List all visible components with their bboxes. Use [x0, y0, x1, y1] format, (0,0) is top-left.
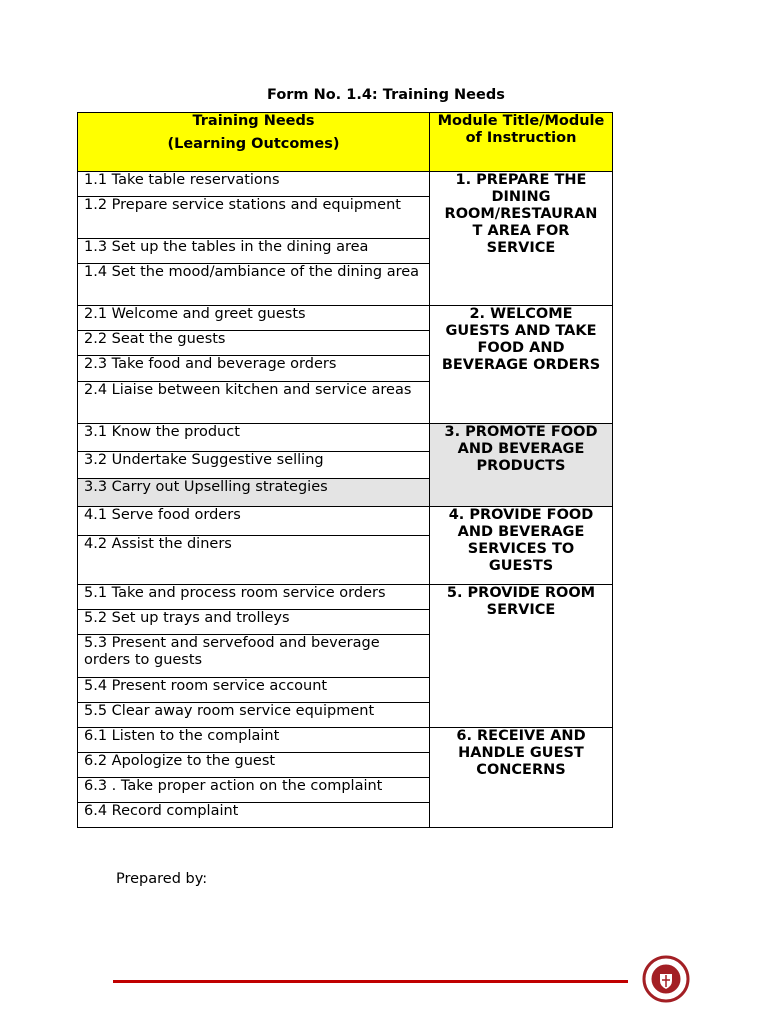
- training-needs-table: [77, 112, 613, 828]
- footer-divider: [113, 980, 628, 983]
- module-title-cell: 6. RECEIVE AND HANDLE GUEST CONCERNS: [430, 728, 613, 828]
- learning-outcome-cell: 4.2 Assist the diners: [78, 536, 430, 585]
- learning-outcome-cell: 3.1 Know the product: [78, 424, 430, 452]
- learning-outcome-cell: 2.2 Seat the guests: [78, 331, 430, 356]
- learning-outcome-cell: 5.2 Set up trays and trolleys: [78, 610, 430, 635]
- learning-outcome-cell: 2.3 Take food and beverage orders: [78, 356, 430, 381]
- header-col1-line2: (Learning Outcomes): [167, 136, 340, 152]
- learning-outcome-cell: 6.1 Listen to the complaint: [78, 728, 430, 753]
- learning-outcome-cell: 1.2 Prepare service stations and equipment: [78, 197, 430, 239]
- learning-outcome-cell: 1.4 Set the mood/ambiance of the dining area: [78, 264, 430, 306]
- learning-outcome-cell: 2.1 Welcome and greet guests: [78, 306, 430, 331]
- college-seal-icon: [640, 955, 692, 1003]
- learning-outcome-cell: 3.2 Undertake Suggestive selling: [78, 451, 430, 479]
- learning-outcome-cell: 6.2 Apologize to the guest: [78, 753, 430, 778]
- module-title-cell: 4. PROVIDE FOOD AND BEVERAGE SERVICES TO GUESTS: [430, 507, 613, 585]
- header-col1-line1: Training Needs: [192, 113, 315, 129]
- table-row: [78, 507, 613, 536]
- module-title-cell: 2. WELCOME GUESTS AND TAKE FOOD AND BEVERAGE ORDERS: [430, 306, 613, 424]
- form-title: Form No. 1.4: Training Needs: [267, 87, 505, 103]
- learning-outcome-cell: 6.4 Record complaint: [78, 803, 430, 828]
- table-row: [78, 172, 613, 197]
- learning-outcome-cell: 5.4 Present room service account: [78, 677, 430, 702]
- table-row: [78, 424, 613, 452]
- table-row: [78, 585, 613, 610]
- header-module-title: Module Title/Module of Instruction: [430, 113, 613, 172]
- table-row: [78, 728, 613, 753]
- module-title-cell: 3. PROMOTE FOOD AND BEVERAGE PRODUCTS: [430, 424, 613, 507]
- learning-outcome-cell: 5.5 Clear away room service equipment: [78, 702, 430, 727]
- learning-outcome-cell: 5.3 Present and servefood and beverage orders to guests: [78, 635, 430, 677]
- table-row: [78, 306, 613, 331]
- learning-outcome-cell: 6.3 . Take proper action on the complaint: [78, 778, 430, 803]
- prepared-by-label: Prepared by:: [116, 871, 208, 887]
- learning-outcome-cell: 2.4 Liaise between kitchen and service areas: [78, 381, 430, 423]
- header-learning-outcomes: [78, 113, 430, 172]
- module-title-cell: 1. PREPARE THE DINING ROOM/RESTAURAN T AREA FOR SERVICE: [430, 172, 613, 306]
- learning-outcome-cell: 1.3 Set up the tables in the dining area: [78, 239, 430, 264]
- learning-outcome-cell: 5.1 Take and process room service orders: [78, 585, 430, 610]
- table-header-row: [78, 113, 613, 172]
- learning-outcome-cell: 3.3 Carry out Upselling strategies: [78, 479, 430, 507]
- learning-outcome-cell: 1.1 Take table reservations: [78, 172, 430, 197]
- learning-outcome-cell: 4.1 Serve food orders: [78, 507, 430, 536]
- module-title-cell: 5. PROVIDE ROOM SERVICE: [430, 585, 613, 728]
